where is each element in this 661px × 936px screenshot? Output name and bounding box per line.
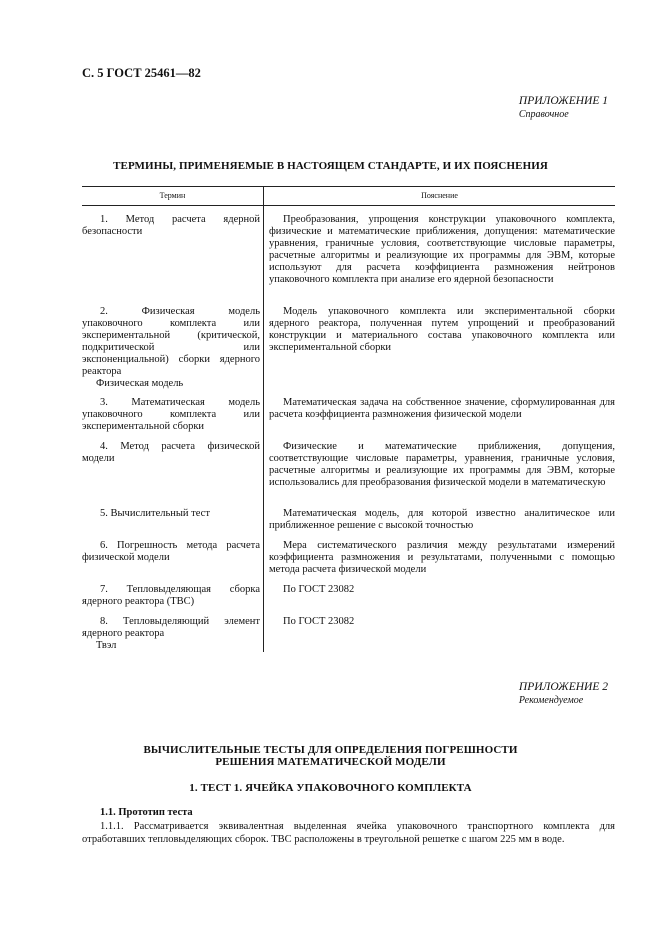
section-title-line-2: РЕШЕНИЯ МАТЕМАТИЧЕСКОЙ МОДЕЛИ [215, 756, 446, 768]
table-title: ТЕРМИНЫ, ПРИМЕНЯЕМЫЕ В НАСТОЯЩЕМ СТАНДАРТЕ, И ИХ ПОЯСНЕНИЯ [113, 160, 548, 172]
table-row [82, 577, 615, 609]
term-text: 8. Тепловыделяющий элемент ядерного реактора [82, 616, 260, 639]
appendix-1-name: ПРИЛОЖЕНИЕ 1 [518, 95, 608, 107]
term-short-name: Твэл [96, 640, 117, 651]
appendix-2-type: Рекомендуемое [518, 695, 584, 706]
term-cell [82, 306, 264, 390]
section-title-line-1: ВЫЧИСЛИТЕЛЬНЫЕ ТЕСТЫ ДЛЯ ОПРЕДЕЛЕНИЯ ПОГРЕШНОСТИ [143, 744, 518, 756]
appendix-1-label [519, 95, 608, 120]
explanation-cell [264, 609, 616, 652]
appendix-1-type: Справочное [518, 109, 569, 120]
table-row [82, 501, 615, 533]
explanation-cell [264, 434, 616, 501]
table-row [82, 206, 615, 307]
explanation-text: Мера систематического различия между результатами измерений коэффициента размножения и результатами, полученными с помощью метода расчета физической модели [269, 540, 615, 575]
term-text: 4. Метод расчета физической модели [82, 441, 260, 464]
term-text: 1. Метод расчета ядерной безопасности [82, 214, 260, 237]
explanation-text: Преобразования, упрощения конструкции упаковочного комплекта, физические и математические приближения, допущения: математические уравнения, граничные условия, соответствующие числовые параметры, расчетные алгоритмы и реализующие их программы для ЭВМ, которые используют для расчета коэффициента размножения нейтронов упаковочного комплекта при анализе его ядерной безопасности [269, 214, 615, 285]
term-text: 5. Вычислительный тест [100, 508, 210, 519]
explanation-text: Математическая модель, для которой известно аналитическое или приближенное решение с высокой точностью [269, 508, 615, 531]
explanation-text: По ГОСТ 23082 [283, 616, 355, 627]
column-header-term: Термин [82, 187, 264, 206]
term-text: 3. Математическая модель упаковочного комплекта или экспериментальной сборки [82, 397, 260, 432]
explanation-text: По ГОСТ 23082 [283, 584, 355, 595]
term-text: 2. Физическая модель упаковочного комплекта или экспериментальной (критической, подкритической или экспоненциальной) сборки ядерного реактора [82, 306, 260, 377]
table-row [82, 434, 615, 501]
column-header-explanation: Пояснение [264, 187, 616, 206]
explanation-cell [264, 533, 616, 577]
term-cell [82, 206, 264, 307]
body-paragraph: 1.1.1. Рассматривается эквивалентная выделенная ячейка упаковочного транспортного комплекта для отработавших тепловыделяющих сборок. ТВС расположены в треугольной решетке с шагом 225 мм в воде. [82, 821, 615, 845]
term-short-name: Физическая модель [96, 378, 184, 389]
term-text: 7. Тепловыделяющая сборка ядерного реактора (ТВС) [82, 584, 260, 607]
explanation-cell [264, 390, 616, 434]
term-cell [82, 533, 264, 577]
table-header-row [82, 187, 615, 206]
table-row [82, 306, 615, 390]
appendix-2-name: ПРИЛОЖЕНИЕ 2 [518, 681, 608, 693]
appendix-2-label [519, 681, 608, 706]
subsection-title: 1.1. Прототип теста [100, 807, 193, 818]
explanation-text: Физические и математические приближения, допущения, соответствующие числовые параметры, уравнения, граничные условия, расчетные алгоритмы и реализующие их программы для ЭВМ, которые использовались для преобразования физической модели в математическую [269, 441, 615, 488]
term-cell [82, 434, 264, 501]
section-subtitle: 1. ТЕСТ 1. ЯЧЕЙКА УПАКОВОЧНОГО КОМПЛЕКТА [189, 782, 472, 794]
explanation-text: Математическая задача на собственное значение, сформулированная для расчета коэффициента размножения физической модели [269, 397, 615, 420]
term-cell [82, 390, 264, 434]
table-row [82, 390, 615, 434]
term-text: 6. Погрешность метода расчета физической модели [82, 540, 260, 563]
table-row [82, 609, 615, 652]
explanation-cell [264, 501, 616, 533]
explanation-cell [264, 577, 616, 609]
terms-table [82, 186, 615, 652]
term-cell [82, 609, 264, 652]
explanation-cell [264, 306, 616, 390]
table-row [82, 533, 615, 577]
term-cell [82, 501, 264, 533]
explanation-text: Модель упаковочного комплекта или экспериментальной сборки ядерного реактора, полученная путем упрощений и преобразований конструкции и материального состава упаковочного комплекта или экспериментальной сборки [269, 306, 615, 353]
explanation-cell [264, 206, 616, 307]
page-header: С. 5 ГОСТ 25461—82 [82, 66, 201, 80]
term-cell [82, 577, 264, 609]
